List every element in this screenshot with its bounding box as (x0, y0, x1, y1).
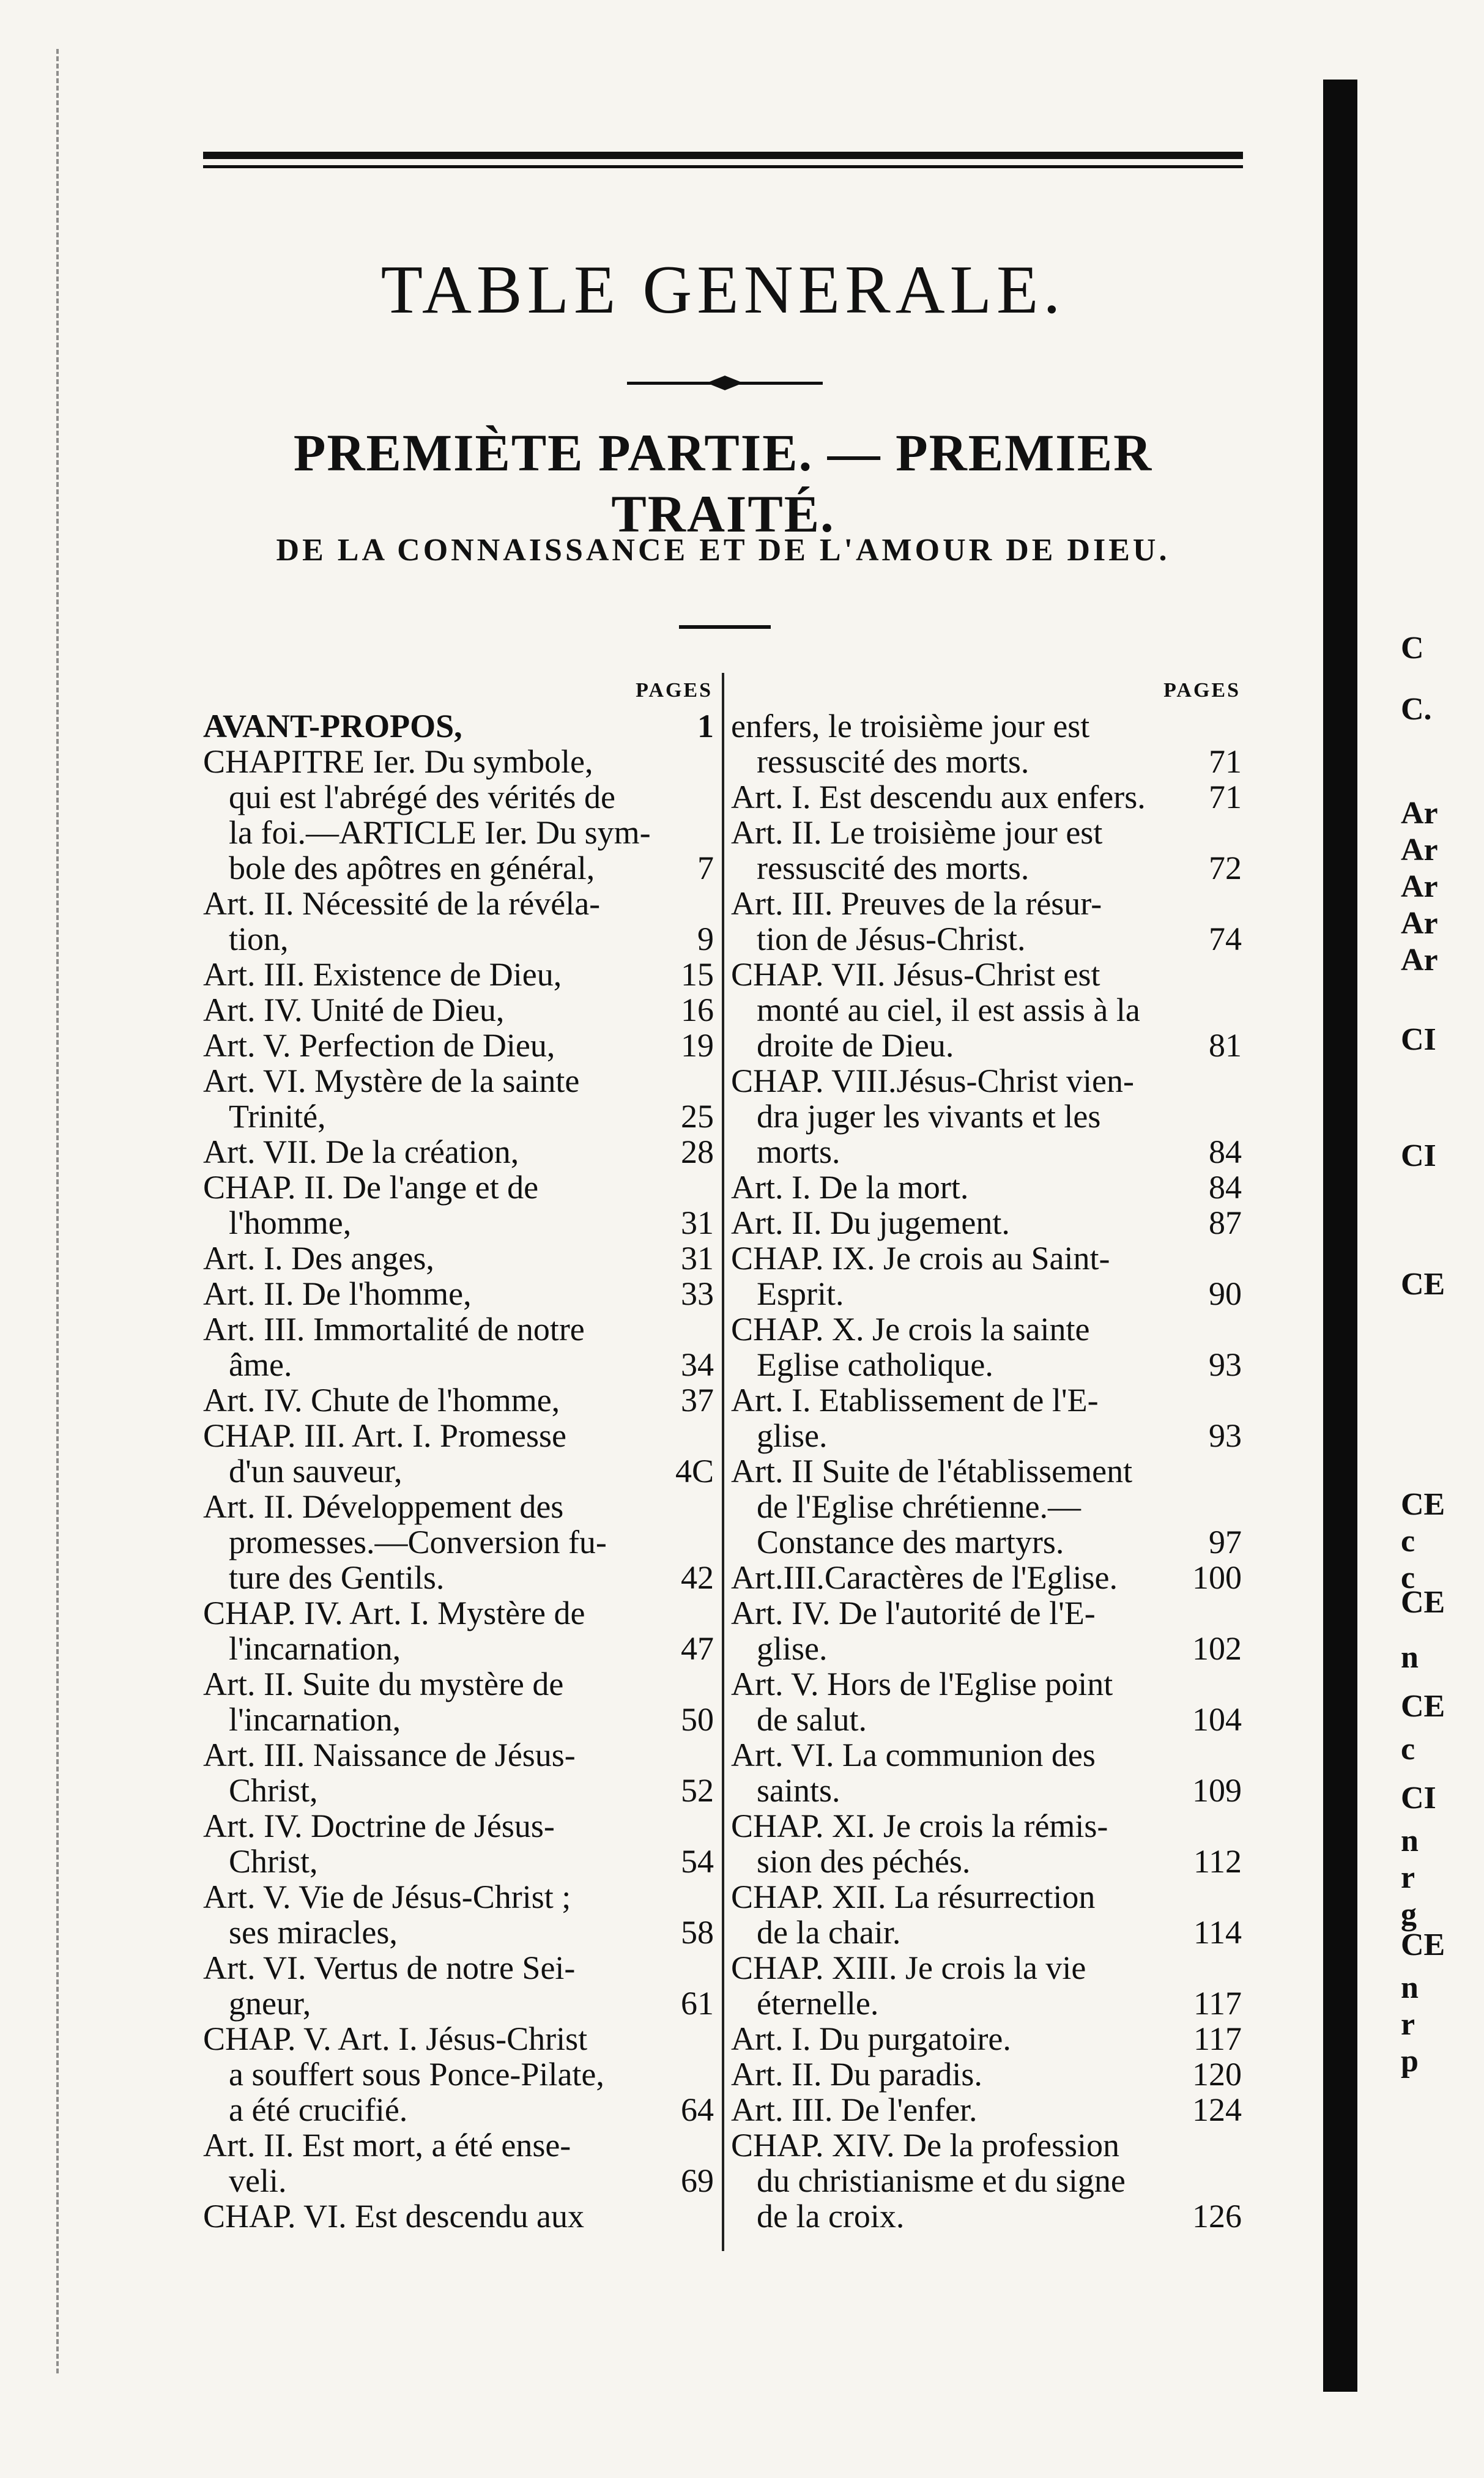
section-rule (679, 625, 771, 629)
toc-entry (731, 1666, 1242, 1737)
toc-entry (731, 1737, 1242, 1808)
adjacent-page-fragment: Ar (1401, 943, 1438, 977)
toc-page-number: 69 (681, 2162, 714, 2199)
toc-page-number: 33 (681, 1275, 714, 1312)
toc-page-number: 117 (1193, 1985, 1242, 2022)
toc-entry (203, 1311, 714, 1382)
toc-entry-text: d'un sauveur, (229, 1453, 403, 1489)
page-gutter-shadow (1323, 80, 1357, 2392)
toc-page-number: 112 (1193, 1843, 1242, 1880)
adjacent-page-fragment: n (1401, 1970, 1419, 2005)
toc-page-number: 61 (681, 1985, 714, 2022)
toc-entry (203, 1879, 714, 1950)
toc-entry (731, 2092, 1242, 2127)
toc-entry-text: CHAP. VII. Jésus-Christ est (731, 956, 1100, 993)
toc-entry-text: CHAP. XIII. Je crois la vie (731, 1949, 1086, 1986)
toc-page-number: 97 (1209, 1524, 1242, 1560)
pages-header: PAGES (636, 679, 713, 702)
toc-entry-text: Art. I. Etablissement de l'E- (731, 1382, 1099, 1419)
toc-entry-text: Constance des martyrs. (757, 1524, 1064, 1560)
toc-page-number: 124 (1192, 2091, 1242, 2128)
page-title: TABLE GENERALE. (380, 252, 1066, 328)
adjacent-page-fragment: C (1401, 631, 1424, 666)
toc-entry-text: ses miracles, (229, 1914, 398, 1951)
toc-entry (731, 1382, 1242, 1453)
adjacent-page-fragment: r (1401, 2007, 1415, 2042)
toc-entry-text: glise. (757, 1417, 828, 1454)
toc-entry-text: Art. VI. La communion des (731, 1737, 1096, 1773)
toc-entry (203, 1950, 714, 2021)
adjacent-page-fragment: Ar (1401, 906, 1438, 941)
toc-page-number: 72 (1209, 850, 1242, 886)
toc-entry-text: Art. III. Existence de Dieu, (203, 956, 562, 993)
toc-entry (731, 2021, 1242, 2057)
adjacent-page-fragment: Ar (1401, 869, 1438, 904)
left-margin-edge (56, 49, 62, 2373)
adjacent-page-fragment: C. (1401, 692, 1432, 727)
toc-page-number: 19 (681, 1027, 714, 1064)
toc-entry (731, 957, 1242, 1063)
toc-page-number: 4C (675, 1453, 714, 1489)
toc-page-number: 47 (681, 1630, 714, 1667)
toc-entry-text: l'incarnation, (229, 1630, 401, 1667)
toc-entry-text: bole des apôtres en général, (229, 850, 595, 886)
toc-entry-text: Art.III.Caractères de l'Eglise. (731, 1559, 1118, 1596)
toc-page-number: 71 (1209, 779, 1242, 815)
toc-page-number: 58 (681, 1914, 714, 1951)
toc-entry-text: de la chair. (757, 1914, 901, 1951)
toc-entry (731, 815, 1242, 886)
toc-entry-text: de la croix. (757, 2198, 905, 2235)
toc-page-number: 1 (697, 708, 714, 744)
toc-page-number: 52 (681, 1772, 714, 1809)
toc-entry-text: Art. II. Est mort, a été ense- (203, 2127, 571, 2164)
toc-page-number: 87 (1209, 1204, 1242, 1241)
toc-page-number: 16 (681, 992, 714, 1028)
toc-entry-text: qui est l'abrégé des vérités de (229, 779, 615, 815)
toc-entry-text: Christ, (229, 1843, 318, 1880)
toc-entry-text: la foi.—ARTICLE Ier. Du sym- (229, 814, 651, 851)
toc-page-number: 54 (681, 1843, 714, 1880)
toc-entry-text: de salut. (757, 1701, 867, 1738)
toc-page-number: 104 (1192, 1701, 1242, 1738)
part-title: PREMIÈTE PARTIE. — PREMIER TRAITÉ. (293, 423, 1153, 543)
toc-entry-text: tion, (229, 921, 289, 957)
toc-entry (203, 992, 714, 1028)
toc-entry-text: glise. (757, 1630, 828, 1667)
toc-entry-text: Art. III. Immortalité de notre (203, 1311, 585, 1348)
toc-entry-text: Art. IV. Unité de Dieu, (203, 992, 505, 1028)
toc-entry-text: a souffert sous Ponce-Pilate, (229, 2056, 604, 2093)
toc-entry-text: monté au ciel, il est assis à la (757, 992, 1140, 1028)
toc-entry (203, 1276, 714, 1311)
toc-page-number: 109 (1192, 1772, 1242, 1809)
toc-entry-text: Art. IV. De l'autorité de l'E- (731, 1595, 1096, 1631)
toc-page-number: 31 (681, 1240, 714, 1277)
adjacent-page-fragment: Ar (1401, 833, 1438, 867)
toc-entry-text: saints. (757, 1772, 840, 1809)
toc-entry (203, 957, 714, 992)
toc-entry (203, 886, 714, 957)
toc-page-number: 74 (1209, 921, 1242, 957)
toc-entry-text: Art. III. Naissance de Jésus- (203, 1737, 576, 1773)
toc-entry-text: sion des péchés. (757, 1843, 971, 1880)
toc-entry (203, 1489, 714, 1595)
adjacent-page-fragment: Ar (1401, 796, 1438, 831)
toc-entry (203, 2198, 714, 2234)
adjacent-page-fragment: CI (1401, 1781, 1436, 1816)
toc-page-number: 93 (1209, 1417, 1242, 1454)
toc-page-number: 84 (1209, 1169, 1242, 1206)
toc-entry-text: Art. II. Du paradis. (731, 2056, 982, 2093)
toc-entry (203, 1170, 714, 1241)
toc-entry (731, 1170, 1242, 1205)
header-double-rule (203, 152, 1243, 172)
toc-entry-text: AVANT-PROPOS, (203, 708, 462, 744)
toc-entry-text: Art. II. Du jugement. (731, 1204, 1010, 1241)
adjacent-page-fragment: r (1401, 1860, 1415, 1895)
toc-page-number: 126 (1192, 2198, 1242, 2235)
toc-page-number: 31 (681, 1204, 714, 1241)
toc-entry-text: gneur, (229, 1985, 311, 2022)
toc-entry (731, 1453, 1242, 1560)
toc-entry (731, 1879, 1242, 1950)
treatise-subtitle: DE LA CONNAISSANCE ET DE L'AMOUR DE DIEU. (276, 533, 1170, 568)
toc-entry (203, 2021, 714, 2127)
toc-entry (203, 1382, 714, 1418)
toc-page-number: 34 (681, 1346, 714, 1383)
toc-entry (203, 2127, 714, 2198)
toc-page-number: 71 (1209, 743, 1242, 780)
toc-entry-text: Art. II. Suite du mystère de (203, 1666, 564, 1702)
toc-entry-text: CHAP. X. Je crois la sainte (731, 1311, 1090, 1348)
toc-entry-text: Art. I. Est descendu aux enfers. (731, 779, 1146, 815)
toc-entry (203, 1418, 714, 1489)
toc-entry-text: du christianisme et du signe (757, 2162, 1126, 2199)
toc-entry-text: Esprit. (757, 1275, 844, 1312)
toc-page-number: 37 (681, 1382, 714, 1419)
adjacent-page-fragment: CI (1401, 1022, 1436, 1057)
toc-entry-text: Art. V. Vie de Jésus-Christ ; (203, 1879, 571, 1915)
adjacent-page-fragment: c (1401, 1732, 1415, 1767)
toc-page-number: 9 (697, 921, 714, 957)
toc-entry-text: CHAP. VI. Est descendu aux (203, 2198, 584, 2235)
toc-entry-text: Art. I. De la mort. (731, 1169, 969, 1206)
toc-page-number: 25 (681, 1098, 714, 1135)
toc-entry-text: ressuscité des morts. (757, 850, 1030, 886)
toc-entry-text: Art. IV. Chute de l'homme, (203, 1382, 560, 1419)
toc-entry-text: Art. VI. Mystère de la sainte (203, 1063, 580, 1099)
toc-entry-text: Art. I. Du purgatoire. (731, 2020, 1011, 2057)
toc-entry (203, 1028, 714, 1063)
toc-page-number: 64 (681, 2091, 714, 2128)
toc-entry-text: âme. (229, 1346, 292, 1383)
toc-entry (731, 1595, 1242, 1666)
toc-page-number: 117 (1193, 2020, 1242, 2057)
toc-column-left (203, 673, 714, 2234)
toc-page-number: 15 (681, 956, 714, 993)
toc-entry-text: l'incarnation, (229, 1701, 401, 1738)
toc-entry-text: Art. II. Le troisième jour est (731, 814, 1103, 851)
toc-entry-text: CHAP. II. De l'ange et de (203, 1169, 539, 1206)
adjacent-page-fragment: c (1401, 1560, 1415, 1595)
toc-entry-text: Trinité, (229, 1098, 326, 1135)
toc-entry (731, 708, 1242, 779)
toc-entry (731, 1311, 1242, 1382)
toc-entry-text: Art. V. Hors de l'Eglise point (731, 1666, 1113, 1702)
adjacent-page-fragments (1401, 630, 1480, 2282)
toc-entry-text: ture des Gentils. (229, 1559, 445, 1596)
toc-entry-text: éternelle. (757, 1985, 879, 2022)
toc-page-number: 84 (1209, 1133, 1242, 1170)
toc-page-number: 93 (1209, 1346, 1242, 1383)
toc-page-number: 100 (1192, 1559, 1242, 1596)
toc-entry-text: morts. (757, 1133, 840, 1170)
adjacent-page-fragment: CE (1401, 1585, 1445, 1620)
toc-entry-text: Art. II. Nécessité de la révéla- (203, 885, 601, 922)
toc-entry (203, 1595, 714, 1666)
toc-entry-text: Art. VI. Vertus de notre Sei- (203, 1949, 576, 1986)
toc-entry (731, 2057, 1242, 2092)
toc-entry (731, 1205, 1242, 1241)
toc-entry-text: dra juger les vivants et les (757, 1098, 1101, 1135)
toc-page-number: 81 (1209, 1027, 1242, 1064)
toc-entry-text: Art. IV. Doctrine de Jésus- (203, 1808, 555, 1844)
toc-entry-text: Art. II Suite de l'établissement (731, 1453, 1133, 1489)
adjacent-page-fragment: CE (1401, 1487, 1445, 1522)
adjacent-page-fragment: p (1401, 2044, 1419, 2079)
toc-entry-text: Art. II. Développement des (203, 1488, 564, 1525)
toc-page-number: 42 (681, 1559, 714, 1596)
toc-entry-text: CHAP. III. Art. I. Promesse (203, 1417, 566, 1454)
toc-page-number: 90 (1209, 1275, 1242, 1312)
toc-entry (731, 1560, 1242, 1595)
toc-entry (203, 744, 714, 886)
toc-page-number: 28 (681, 1133, 714, 1170)
toc-entry (203, 1134, 714, 1170)
toc-entry (203, 1808, 714, 1879)
toc-entry (731, 1063, 1242, 1170)
toc-page-number: 7 (697, 850, 714, 886)
toc-entry-text: de l'Eglise chrétienne.— (757, 1488, 1081, 1525)
adjacent-page-fragment: n (1401, 1823, 1419, 1858)
toc-entry-text: Art. VII. De la création, (203, 1133, 519, 1170)
toc-entry-text: promesses.—Conversion fu- (229, 1524, 607, 1560)
toc-entry-text: l'homme, (229, 1204, 352, 1241)
toc-entry (203, 708, 714, 744)
toc-entry-text: CHAP. IV. Art. I. Mystère de (203, 1595, 585, 1631)
toc-entry-text: Art. III. Preuves de la résur- (731, 885, 1102, 922)
adjacent-page-fragment: c (1401, 1524, 1415, 1559)
toc-entry-text: Eglise catholique. (757, 1346, 993, 1383)
toc-entry-text: a été crucifié. (229, 2091, 408, 2128)
ornament-divider (627, 374, 823, 391)
toc-entry-text: Art. III. De l'enfer. (731, 2091, 978, 2128)
toc-entry-text: CHAPITRE Ier. Du symbole, (203, 743, 593, 780)
toc-entry-text: enfers, le troisième jour est (731, 708, 1090, 744)
adjacent-page-fragment: g (1401, 1897, 1417, 1932)
toc-entry (203, 1241, 714, 1276)
toc-column-right (731, 673, 1242, 2234)
adjacent-page-fragment: CI (1401, 1138, 1436, 1173)
toc-entry (731, 1808, 1242, 1879)
toc-entry-text: Art. I. Des anges, (203, 1240, 434, 1277)
toc-entry-text: droite de Dieu. (757, 1027, 954, 1064)
adjacent-page-fragment: CE (1401, 1267, 1445, 1302)
toc-entry (203, 1737, 714, 1808)
pages-header: PAGES (1163, 679, 1241, 702)
adjacent-page-fragment: CE (1401, 1927, 1445, 1962)
toc-page-number: 50 (681, 1701, 714, 1738)
toc-entry-text: Christ, (229, 1772, 318, 1809)
toc-page-number: 114 (1193, 1914, 1242, 1951)
toc-entry (731, 779, 1242, 815)
toc-entry (731, 1950, 1242, 2021)
toc-entry-text: CHAP. IX. Je crois au Saint- (731, 1240, 1110, 1277)
toc-page-number: 102 (1192, 1630, 1242, 1667)
toc-entry (731, 886, 1242, 957)
toc-entry-text: Art. V. Perfection de Dieu, (203, 1027, 555, 1064)
adjacent-page-fragment: CE (1401, 1689, 1445, 1724)
toc-entry (203, 1666, 714, 1737)
toc-entry (203, 1063, 714, 1134)
toc-entry-text: ressuscité des morts. (757, 743, 1030, 780)
toc-entry-text: veli. (229, 2162, 287, 2199)
toc-entry (731, 1241, 1242, 1311)
column-divider (722, 673, 724, 2251)
toc-entry (731, 2127, 1242, 2234)
toc-entry-text: CHAP. V. Art. I. Jésus-Christ (203, 2020, 588, 2057)
toc-entry-text: CHAP. XII. La résurrection (731, 1879, 1096, 1915)
toc-entry-text: CHAP. XIV. De la profession (731, 2127, 1119, 2164)
toc-entry-text: CHAP. XI. Je crois la rémis- (731, 1808, 1108, 1844)
adjacent-page-fragment: n (1401, 1640, 1419, 1675)
toc-entry-text: tion de Jésus-Christ. (757, 921, 1026, 957)
toc-entry-text: Art. II. De l'homme, (203, 1275, 472, 1312)
toc-entry-text: CHAP. VIII.Jésus-Christ vien- (731, 1063, 1134, 1099)
toc-page-number: 120 (1192, 2056, 1242, 2093)
